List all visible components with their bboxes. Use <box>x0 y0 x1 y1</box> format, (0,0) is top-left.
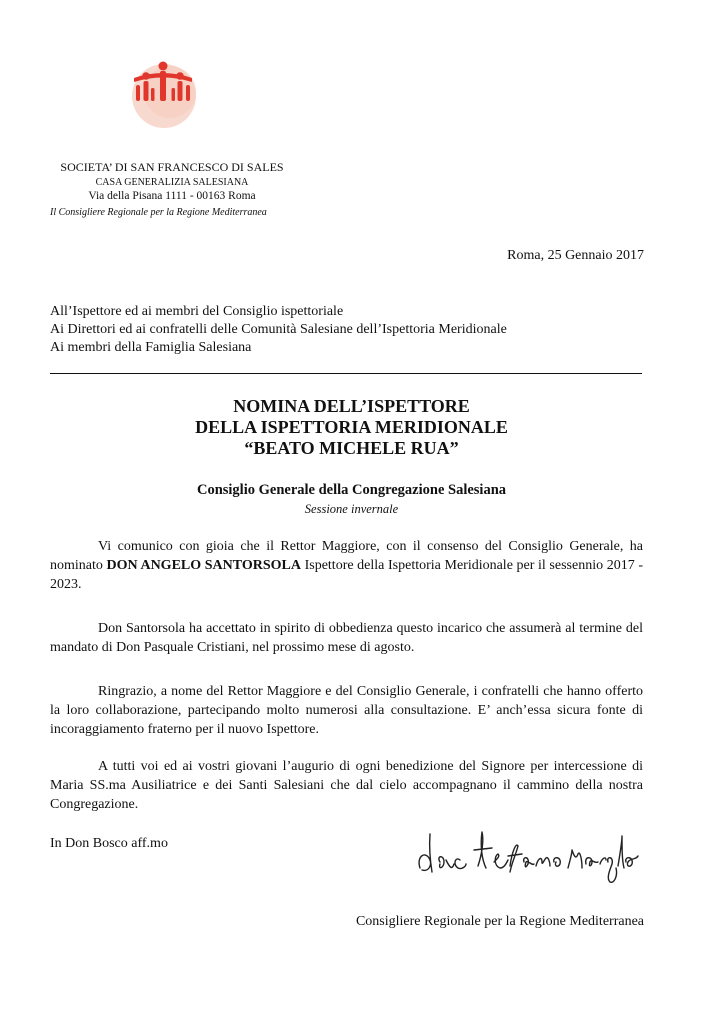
org-name: SOCIETA’ DI SAN FRANCESCO DI SALES <box>60 160 284 174</box>
recipient-line: Ai membri della Famiglia Salesiana <box>50 340 252 355</box>
paragraph-text: Vi comunico con gioia che il Rettor Maggiore, con il consenso del Consiglio Generale, ha nominato <box>50 539 643 573</box>
recipient-line: Ai Direttori ed ai confratelli delle Comunità Salesiane dell’Ispettoria Meridionale <box>50 322 507 337</box>
closing: In Don Bosco aff.mo <box>50 836 168 851</box>
letter-date: Roma, 25 Gennaio 2017 <box>507 248 644 263</box>
paragraph-thanks: Ringrazio, a nome del Rettor Maggiore e del Consiglio Generale, i confratelli che hanno offerto la loro collaborazione, partecipando molto numerosi alla consultazione. E’ anch’essa sicura fonte di incoraggiamento fraterno per il nuovo Ispettore. <box>50 684 643 737</box>
paragraph-text: Ispettore della Ispettoria Meridionale per il sessennio 2017 - 2023. <box>50 558 643 592</box>
subtitle: Consiglio Generale della Congregazione Salesiana <box>196 482 507 498</box>
appointee-name: DON ANGELO SANTORSOLA <box>106 558 301 573</box>
org-house: CASA GENERALIZIA SALESIANA <box>95 177 249 188</box>
title-line: DELLA ISPETTORIA MERIDIONALE <box>195 417 508 437</box>
recipient-line: All’Ispettore ed ai membri del Consiglio ispettoriale <box>50 304 344 319</box>
org-address: Via della Pisana 1111 - 00163 Roma <box>88 190 256 202</box>
paragraph-blessing: A tutti voi ed ai vostri giovani l’augurio di ogni benedizione del Signore per intercessione di Maria SS.ma Ausiliatrice e dei Santi Salesiani che dal cielo accompagnano il cammino della nostra Congregazione. <box>50 759 643 812</box>
signer-role: Consigliere Regionale per la Regione Mediterranea <box>355 914 644 929</box>
org-office: Il Consigliere Regionale per la Regione Mediterranea <box>50 207 267 218</box>
session-label: Sessione invernale <box>304 502 399 516</box>
title-line: NOMINA DELL’ISPETTORE <box>233 396 470 416</box>
salesian-logo-icon <box>126 58 200 132</box>
paragraph-nomination <box>50 537 643 594</box>
title-line: “BEATO MICHELE RUA” <box>244 438 459 458</box>
handwritten-signature <box>412 826 642 888</box>
paragraph-acceptance: Don Santorsola ha accettato in spirito di obbedienza questo incarico che assumerà al termine del mandato di Don Pasquale Cristiani, nel prossimo mese di agosto. <box>50 621 643 655</box>
divider <box>50 373 642 374</box>
